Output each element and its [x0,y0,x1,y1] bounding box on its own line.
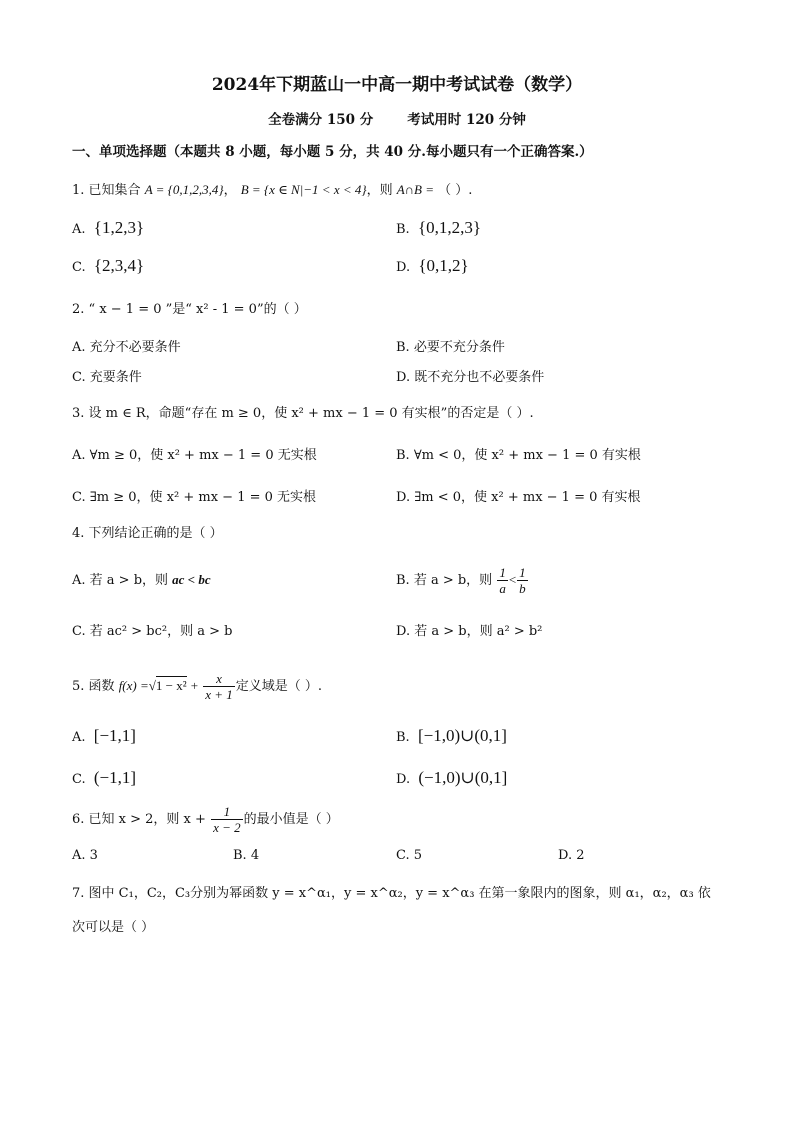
fraction-denominator: x − 2 [213,820,241,835]
q2-option-a: A. 充分不必要条件 [72,340,181,355]
fraction-numerator: x [203,671,235,687]
q3-option-d: D. ∃m < 0，使 x² + mx − 1 = 0 有实根 [396,490,641,505]
fraction-denominator: x + 1 [205,687,233,702]
question-5-stem [72,668,322,705]
q5-option-a-value: [−1,1] [93,726,136,745]
q1-option-a-label: A. [72,222,86,237]
q5-option-d-value: (−1,0)∪(0,1] [418,768,508,787]
q2-option-c: C. 充要条件 [72,370,142,385]
less-than-sign: < [508,572,517,587]
q5-option-b-label: B. [396,730,410,745]
q3-option-b: B. ∀m < 0，使 x² + mx − 1 = 0 有实根 [396,448,641,463]
q1-expression: A∩B = [396,182,435,197]
q1-option-d-value: {0,1,2} [418,256,469,275]
q5-radicand: 1 − x² [155,678,187,693]
q6-option-b: B. 4 [233,848,260,863]
section-heading: 一、单项选择题（本题共 8 小题，每小题 5 分，共 40 分.每小题只有一个正确答案.） [72,144,593,160]
q1-option-c-value: {2,3,4} [93,256,145,275]
q4-option-b-prefix: B. 若 a > b，则 [396,573,493,588]
q5-stem-suffix: 定义域是（ ）. [235,679,323,694]
fraction-numerator: 1 [211,804,243,820]
q5-option-c [72,768,136,790]
q1-option-d [396,256,469,278]
q5-option-c-label: C. [72,772,86,787]
q1-option-a [72,218,144,240]
plus-sign: + [190,678,199,693]
q6-option-d: D. 2 [558,848,585,863]
q4-option-a-prefix: A. 若 a > b，则 [72,573,169,588]
total-score: 全卷满分 150 分 [268,112,374,128]
q1-option-b-value: {0,1,2,3} [417,218,482,237]
q6-option-a: A. 3 [72,848,98,863]
question-4-stem: 4. 下列结论正确的是（ ） [72,526,223,541]
q1-set-b: B = {x ∈ N|−1 < x < 4} [240,182,367,197]
fraction-denominator: a [499,581,506,596]
q4-option-a-expr: ac < bc [172,572,211,587]
question-3-stem: 3. 设 m ∈ R，命题“存在 m ≥ 0，使 x² + mx − 1 = 0 有实根”的否定是（ ）. [72,406,534,421]
q1-option-b-label: B. [396,222,410,237]
exam-title: 2024年下期蓝山一中高一期中考试试卷（数学） [211,75,583,95]
question-2-stem: 2. “ x − 1 = 0 ”是“ x² - 1 = 0”的（ ） [72,302,307,317]
q5-option-a-label: A. [72,730,86,745]
q5-option-d [396,768,507,790]
fraction-numerator: 1 [499,565,506,580]
q5-option-b-value: [−1,0)∪(0,1] [417,726,507,745]
q6-stem-prefix: 6. 已知 x > 2，则 x + [72,812,206,827]
question-6-stem [72,802,339,838]
q4-option-c: C. 若 ac² > bc²，则 a > b [72,624,233,639]
sqrt-icon: √ [148,678,156,693]
question-7-stem-line-2: 次可以是（ ） [72,920,155,935]
q6-fraction [211,804,243,835]
q3-option-c: C. ∃m ≥ 0，使 x² + mx − 1 = 0 无实根 [72,490,317,505]
q1-answer-paren: （ ）. [438,183,473,198]
q5-option-c-value: (−1,1] [93,768,137,787]
q1-set-a: A = {0,1,2,3,4} [144,182,224,197]
q1-option-a-value: {1,2,3} [93,218,145,237]
question-1-stem: 1. 已知集合 A = {0,1,2,3,4}， B = {x ∈ N|−1 < x < 4}，则 A∩B = （ ）. [72,182,473,198]
q5-option-a [72,726,136,748]
q4-option-d: D. 若 a > b，则 a² > b² [396,624,543,639]
fraction-numerator: 1 [519,565,526,580]
question-7-stem-line-1: 7. 图中 C₁，C₂，C₃分别为幂函数 y = x^α₁，y = x^α₂，y = x^α₃ 在第一象限内的图象，则 α₁，α₂，α₃ 依 [72,886,711,901]
q5-stem-prefix: 5. 函数 [72,679,115,694]
q1-stem-suffix: ，则 [366,183,393,198]
fraction-denominator: b [519,581,526,596]
q1-option-c [72,256,144,278]
q1-option-c-label: C. [72,260,86,275]
q6-option-c: C. 5 [396,848,423,863]
q4-fraction-1-over-b [517,565,528,596]
q1-option-d-label: D. [396,260,411,275]
q4-option-b [396,562,529,599]
q2-option-d: D. 既不充分也不必要条件 [396,370,545,385]
exam-duration: 考试用时 120 分钟 [407,112,526,128]
q5-fraction [203,671,235,702]
q5-function: f(x) = [118,678,149,693]
q4-fraction-1-over-a [497,565,508,596]
q3-option-a: A. ∀m ≥ 0，使 x² + mx − 1 = 0 无实根 [72,448,317,463]
q4-option-a [72,570,211,591]
q1-option-b [396,218,481,240]
q6-stem-suffix: 的最小值是（ ） [243,812,339,827]
q1-stem-prefix: 1. 已知集合 [72,183,141,198]
exam-subtitle [0,108,794,128]
q5-option-d-label: D. [396,772,411,787]
q2-option-b: B. 必要不充分条件 [396,340,505,355]
q5-option-b [396,726,507,748]
